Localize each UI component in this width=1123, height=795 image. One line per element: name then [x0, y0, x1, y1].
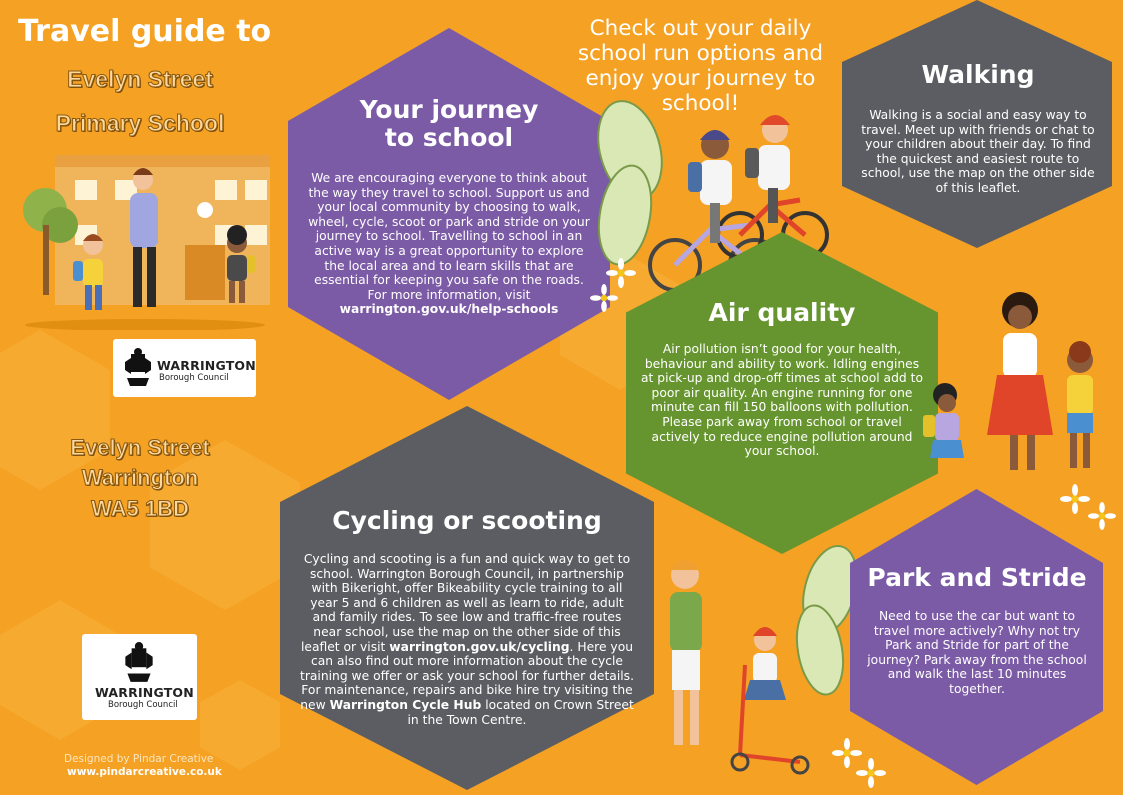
air-quality-title: Air quality — [708, 298, 856, 327]
logo-name: WARRINGTON — [95, 685, 194, 700]
daisy-icon — [1088, 502, 1116, 530]
daisy-icon — [1060, 484, 1090, 514]
address-line3: WA5 1BD — [91, 496, 189, 521]
logo-name: WARRINGTON — [157, 358, 256, 373]
family-walking-illustration — [915, 285, 1115, 485]
walking-section — [858, 60, 1098, 196]
tagline: Check out your daily school run options and enjoy your journey to school! — [577, 16, 824, 116]
cycle-hub-name: Warrington Cycle Hub — [329, 697, 482, 712]
logo-sub: Borough Council — [108, 700, 178, 710]
school-name-line1: Evelyn Street — [67, 66, 213, 92]
cycling-body — [300, 552, 634, 727]
designer-url[interactable]: www.pindarcreative.co.uk — [67, 766, 222, 778]
cycling-body-a: Cycling and scooting is a fun and quick way to get to school. Warrington Borough Council, in partnership with Bikeright, offer Bikeability cycle training to all year 5 and 6 children as well as learn to ride, adult and family rides. To see low and traffic-free routes near school, use the map on the other side of this leaflet or visit — [300, 552, 631, 654]
walking-body: Walking is a social and easy way to travel. Meet up with friends or chat to your children about their day. To find the quickest and easiest route to school, use the map on the other side of this leaflet. — [861, 108, 1095, 195]
school-illustration — [15, 135, 270, 330]
journey-body: We are encouraging everyone to think about the way they travel to school. Support us and your local community by choosing to walk, wheel, cycle, scoot or park and stride on your journey to school. Travelling to school in an active way is a great opportunity to explore the local area and to learn skills that are essential for keeping you safe on the roads. For more information, visit — [308, 171, 590, 302]
park-stride-body: Need to use the car but want to travel more actively? Why not try Park and Stride for part of the journey? Park away from the school and walk the last 10 minutes together. — [867, 609, 1087, 696]
school-name-line2: Primary School — [55, 110, 225, 136]
cycling-link[interactable]: warrington.gov.uk/cycling — [389, 639, 570, 654]
journey-section — [300, 96, 598, 317]
cycling-section — [300, 506, 634, 727]
address-line1: Evelyn Street — [70, 435, 210, 460]
park-stride-section — [866, 563, 1088, 697]
logo-sub: Borough Council — [159, 373, 229, 383]
council-logo — [113, 339, 256, 397]
council-logo-2 — [82, 634, 197, 720]
crest-icon — [123, 348, 153, 388]
air-quality-body: Air pollution isn’t good for your health, behaviour and ability to work. Idling engines at pick-up and drop-off times at school add to poor air quality. An engine running for one minute can fill 150 balloons with pollution. Please park away from school or travel actively to reduce engine pollution around your school. — [641, 342, 923, 459]
guide-title: Travel guide to — [18, 14, 272, 49]
crest-icon — [123, 642, 155, 684]
daisy-icon — [856, 758, 886, 788]
air-quality-section — [640, 298, 924, 459]
journey-title-line1: Your journey — [359, 95, 539, 124]
journey-link[interactable]: warrington.gov.uk/help-schools — [339, 302, 559, 317]
park-stride-title: Park and Stride — [867, 563, 1087, 592]
cycling-title: Cycling or scooting — [332, 506, 602, 535]
journey-title-line2: to school — [384, 123, 514, 152]
walking-title: Walking — [921, 60, 1035, 89]
cycling-body-b: . Here you can also find out more information about the cycle training we offer or ask your school for further details. For maintenance, repairs and bike hire try visiting the new — [300, 639, 634, 712]
designer-credit: Designed by Pindar Creative — [64, 753, 214, 765]
daisy-icon — [590, 284, 618, 312]
cycling-body-c: located on Crown Street in the Town Centre. — [407, 697, 634, 727]
address-line2: Warrington — [81, 465, 199, 490]
